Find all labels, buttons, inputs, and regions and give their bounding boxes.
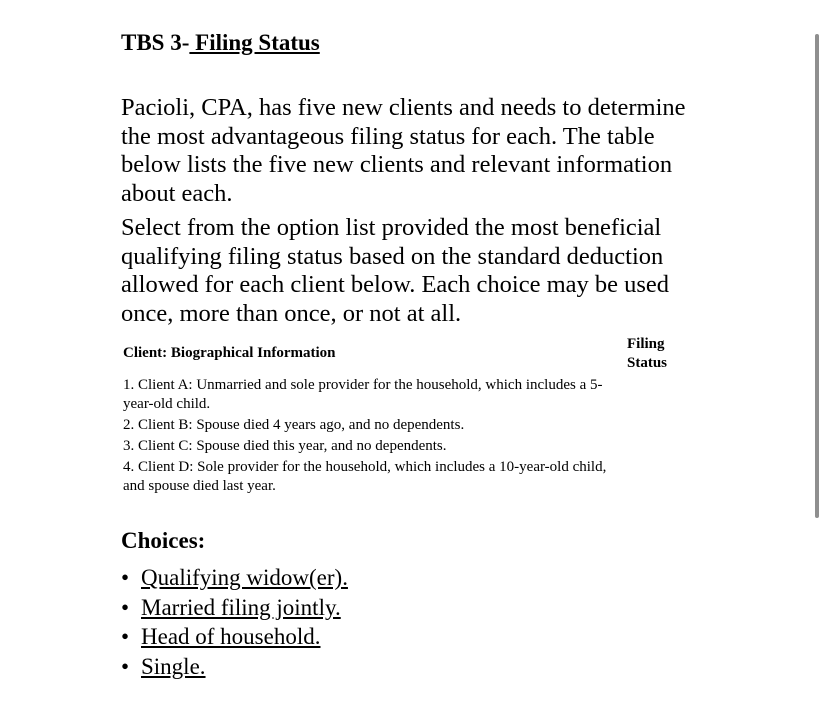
client-a-row: 1. Client A: Unmarried and sole provider for the household, which includes a 5-year-old child.: [123, 377, 603, 412]
choice-qualifying-widow[interactable]: Qualifying widow(er).: [141, 565, 348, 590]
choices-list: [121, 563, 348, 681]
intro-paragraph-1: Pacioli, CPA, has five new clients and needs to determine the most advantageous filing status for each. The table below lists the five new clients and relevant information about each.: [121, 94, 686, 207]
choice-item: [121, 593, 348, 623]
bullet-icon: •: [121, 624, 130, 649]
table-header-bio: Client: Biographical Information: [123, 345, 336, 361]
choice-married-filing-jointly[interactable]: Married filing jointly.: [141, 594, 341, 620]
bullet-icon: •: [121, 653, 130, 679]
choice-item: [121, 622, 348, 652]
choices-title: Choices:: [121, 528, 206, 553]
choice-item: [121, 563, 348, 593]
choice-single[interactable]: Single.: [141, 653, 206, 679]
choice-item: [121, 652, 348, 682]
intro-paragraph-2: Select from the option list provided the most beneficial qualifying filing status based on the standard deduction allowed for each client below. Each choice may be used once, more than once, or not at all.: [121, 214, 670, 327]
choice-head-of-household[interactable]: Head of household.: [141, 624, 321, 649]
title-prefix: TBS 3-: [121, 30, 190, 55]
table-header-filing-status: Filing Status: [627, 336, 668, 371]
bullet-icon: •: [121, 594, 130, 620]
client-list: [123, 376, 623, 498]
title-heading: Filing Status: [189, 30, 320, 55]
bullet-icon: •: [121, 565, 130, 590]
client-d-row: 4. Client D: Sole provider for the household, which includes a 10-year-old child, and spouse died last year.: [123, 459, 607, 494]
client-c-row: 3. Client C: Spouse died this year, and no dependents.: [123, 438, 447, 454]
page-title: [121, 30, 320, 56]
vertical-scrollbar[interactable]: [815, 34, 819, 518]
client-b-row: 2. Client B: Spouse died 4 years ago, and no dependents.: [123, 417, 465, 433]
